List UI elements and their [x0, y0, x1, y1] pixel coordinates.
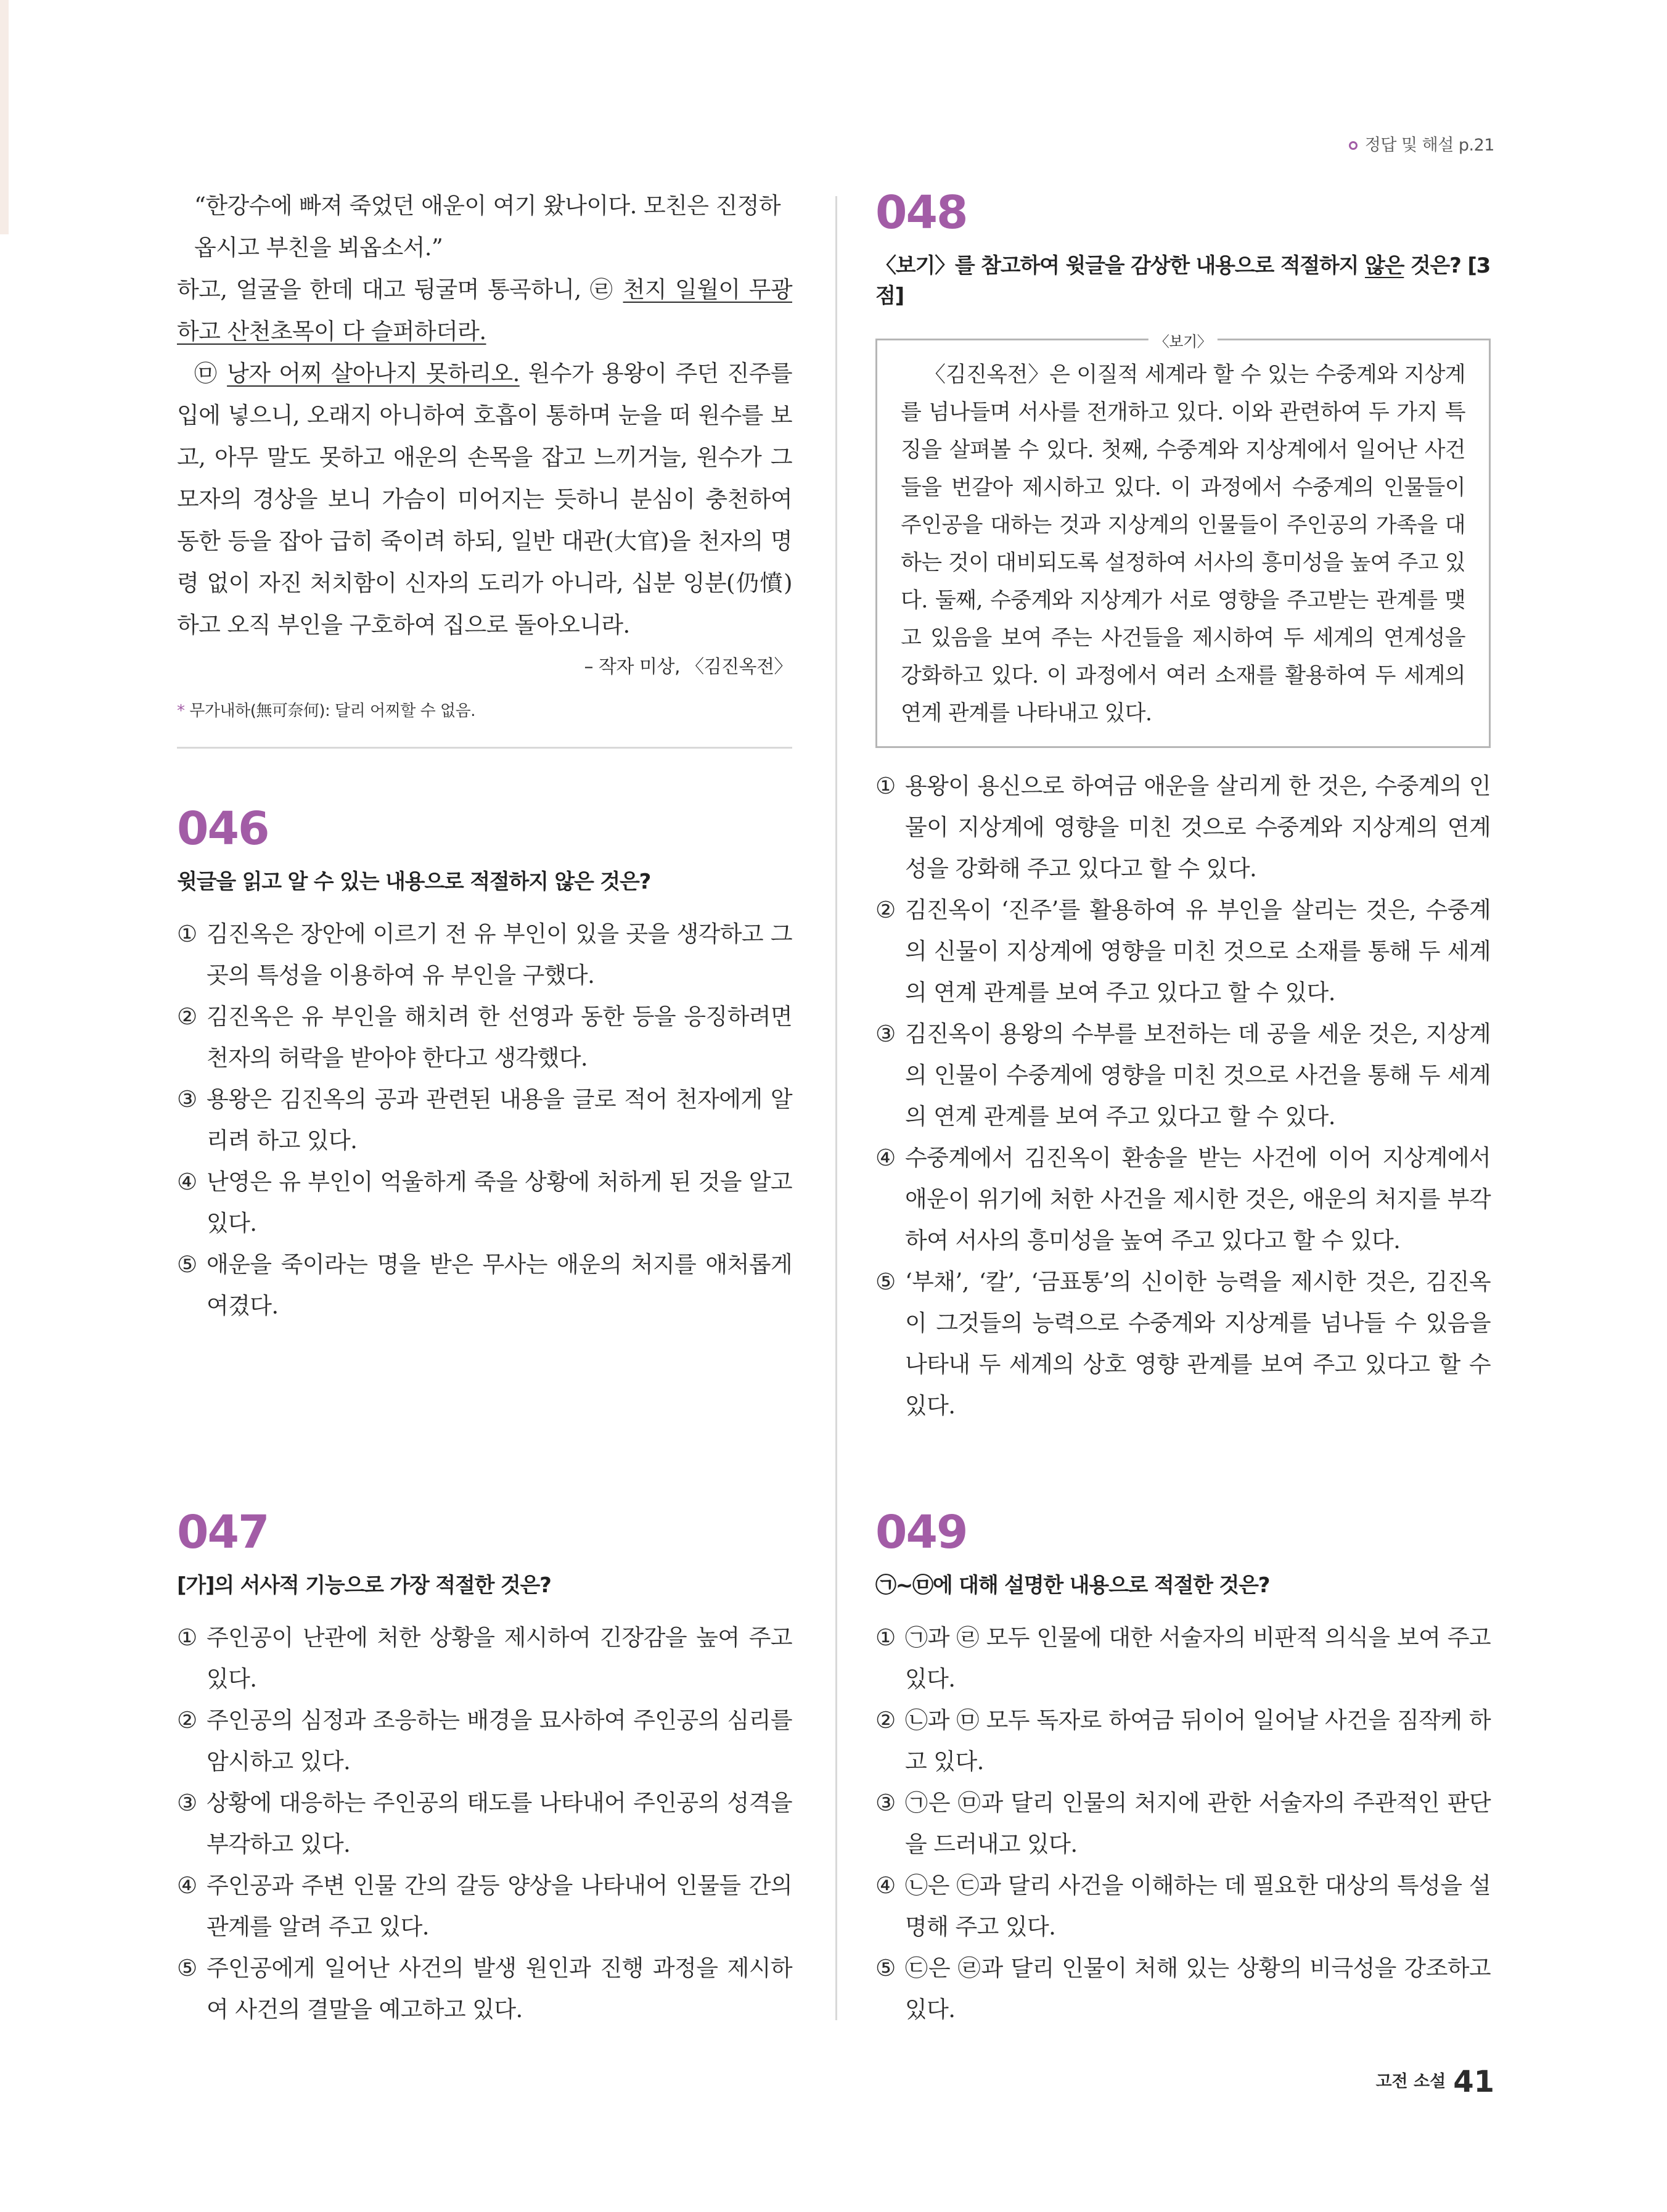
option-list	[875, 765, 1491, 1426]
option-text: 김진옥은 장안에 이르기 전 유 부인이 있을 곳을 생각하고 그 곳의 특성을 이용하여 유 부인을 구했다.	[207, 921, 792, 989]
circle-bullet-icon	[1349, 141, 1358, 150]
underlined-passage-text: 낭자 어찌 살아나지 못하리오.	[227, 360, 520, 387]
option-item[interactable]	[177, 1700, 792, 1782]
option-number: ④	[875, 1872, 896, 1899]
option-text: 용왕이 용신으로 하여금 애운을 살리게 한 것은, 수중계의 인물이 지상계에 영향을 미친 것으로 수중계와 지상계의 연계성을 강화해 주고 있다고 할 수 있다.	[905, 773, 1491, 882]
section-name: 고전 소설	[1375, 2072, 1446, 2091]
answer-reference	[1349, 131, 1494, 155]
reference-box-text: 〈김진옥전〉은 이질적 세계라 할 수 있는 수중계와 지상계를 넘나들며 서사를 전개하고 있다. 이와 관련하여 두 가지 특징을 살펴볼 수 있다. 첫째, 수중계와 지상계에서 일어난 사건들을 번갈아 제시하고 있다. 이 과정에서 수중계의 인물들이 주인공을 대하는 것과 지상계의 인물들이 주인공의 가족을 대하는 것이 대비되도록 설정하여 서사의 흥미성을 높여 주고 있다. 둘째, 수중계와 지상계가 서로 영향을 주고받는 관계를 맺고 있음을 보여 주는 사건들을 제시하여 두 세계의 연계성을 강화하고 있다. 이 과정에서 여러 소재를 활용하여 두 세계의 연계 관계를 나타내고 있다.	[901, 363, 1465, 726]
question-048	[875, 188, 1491, 1426]
option-item[interactable]	[875, 1137, 1491, 1261]
option-text: ㉠은 ㉤과 달리 인물의 처지에 관한 서술자의 주관적인 판단을 드러내고 있다.	[905, 1790, 1491, 1857]
underlined-passage-text: 천지 일월이 무광하고 산천초목이 다 슬퍼하더라.	[177, 276, 792, 345]
footnote-star: *	[177, 702, 185, 720]
section-separator	[177, 747, 792, 749]
answer-reference-text: 정답 및 해설 p.21	[1364, 136, 1494, 155]
option-text: 용왕은 김진옥의 공과 관련된 내용을 글로 적어 천자에게 알리려 하고 있다.	[207, 1086, 792, 1154]
question-number: 048	[875, 186, 967, 239]
question-title	[875, 249, 1491, 309]
option-text: 주인공의 심정과 조응하는 배경을 묘사하여 주인공의 심리를 암시하고 있다.	[207, 1707, 792, 1775]
option-text: 주인공과 주변 인물 간의 갈등 양상을 나타내어 인물들 간의 관계를 알려 주고 있다.	[207, 1872, 792, 1940]
option-number: ②	[177, 1707, 197, 1733]
option-text: 김진옥은 유 부인을 해치려 한 선영과 동한 등을 응징하려면 천자의 허락을 받아야 한다고 생각했다.	[207, 1003, 792, 1071]
option-item[interactable]	[875, 1782, 1491, 1865]
option-item[interactable]	[177, 1865, 792, 1947]
option-text: 상황에 대응하는 주인공의 태도를 나타내어 주인공의 성격을 부각하고 있다.	[207, 1790, 792, 1857]
option-number: ②	[875, 1707, 896, 1733]
option-item[interactable]	[875, 765, 1491, 889]
option-text: ‘부채’, ‘칼’, ‘금표통’의 신이한 능력을 제시한 것은, 김진옥이 그것들의 능력으로 수중계와 지상계를 넘나들 수 있음을 나타내 두 세계의 상호 영향 관계를 보여 주고 있다고 할 수 있다.	[905, 1268, 1491, 1419]
passage-text: 하고, 얼굴을 한데 대고 뒹굴며 통곡하니, ㉣	[177, 276, 623, 303]
passage-paragraph	[177, 353, 792, 646]
option-number: ③	[875, 1790, 896, 1816]
option-list	[177, 1617, 792, 2030]
option-item[interactable]	[875, 1947, 1491, 2030]
question-title-text: 것은? [3점]	[875, 253, 1491, 308]
option-text: 주인공에게 일어난 사건의 발생 원인과 진행 과정을 제시하여 사건의 결말을 예고하고 있다.	[207, 1955, 792, 2023]
question-title: ㉠~㉤에 대해 설명한 내용으로 적절한 것은?	[875, 1573, 1270, 1598]
option-text: 주인공이 난관에 처한 상황을 제시하여 긴장감을 높여 주고 있다.	[207, 1624, 792, 1692]
option-list	[177, 913, 792, 1326]
question-049	[875, 1508, 1491, 2030]
footnote	[177, 698, 792, 721]
option-number: ③	[177, 1086, 197, 1112]
left-column	[177, 185, 792, 1326]
footnote-text: 무가내하(無可奈何): 달리 어찌할 수 없음.	[184, 702, 476, 720]
option-number: ⑤	[177, 1955, 197, 1981]
option-number: ②	[177, 1003, 197, 1030]
option-item[interactable]	[875, 1013, 1491, 1137]
option-text: ㉡은 ㉢과 달리 사건을 이해하는 데 필요한 대상의 특성을 설명해 주고 있다.	[905, 1872, 1491, 1940]
option-text: ㉡과 ㉤ 모두 독자로 하여금 뒤이어 일어날 사건을 짐작케 하고 있다.	[905, 1707, 1491, 1775]
option-item[interactable]	[875, 889, 1491, 1013]
option-text: 김진옥이 용왕의 수부를 보전하는 데 공을 세운 것은, 지상계의 인물이 수중계에 영향을 미친 것으로 사건을 통해 두 세계의 연계 관계를 보여 주고 있다고 할 수 있다.	[905, 1021, 1491, 1130]
option-number: ④	[177, 1169, 197, 1195]
reference-box-label: 〈보기〉	[1149, 329, 1218, 351]
passage-source: – 작자 미상, 〈김진옥전〉	[584, 656, 792, 678]
option-text: 김진옥이 ‘진주’를 활용하여 유 부인을 살리는 것은, 수중계의 신물이 지상계에 영향을 미친 것으로 소재를 통해 두 세계의 연계 관계를 보여 주고 있다고 할 수 있다.	[905, 897, 1491, 1006]
option-item[interactable]	[875, 1865, 1491, 1947]
page-edge-strip	[0, 0, 9, 234]
question-title-text: 〈보기〉를 참고하여 윗글을 감상한 내용으로 적절하지	[875, 253, 1365, 278]
passage-marker: ㉤	[194, 360, 227, 387]
option-number: ⑤	[875, 1268, 896, 1295]
question-046	[177, 804, 792, 1326]
page-number: 41	[1453, 2065, 1494, 2099]
question-title: 윗글을 읽고 알 수 있는 내용으로 적절하지 않은 것은?	[177, 870, 651, 894]
question-047	[177, 1508, 792, 2030]
question-title-emphasis: 않은	[1364, 253, 1404, 278]
option-number: ⑤	[177, 1251, 197, 1278]
reference-box	[875, 333, 1491, 748]
option-number: ②	[875, 897, 896, 923]
option-item[interactable]	[177, 1079, 792, 1161]
passage	[177, 185, 792, 749]
option-number: ⑤	[875, 1955, 896, 1981]
option-item[interactable]	[177, 913, 792, 996]
option-text: 애운을 죽이라는 명을 받은 무사는 애운의 처지를 애처롭게 여겼다.	[207, 1251, 792, 1319]
option-text: 난영은 유 부인이 억울하게 죽을 상황에 처하게 된 것을 알고 있다.	[207, 1169, 792, 1236]
option-number: ④	[875, 1145, 896, 1171]
passage-quote-line: 옵시고 부친을 뵈옵소서.”	[194, 234, 443, 261]
option-item[interactable]	[177, 1947, 792, 2030]
option-number: ④	[177, 1872, 197, 1899]
column-divider	[835, 196, 837, 2020]
option-text: 수중계에서 김진옥이 환송을 받는 사건에 이어 지상계에서 애운이 위기에 처한 사건을 제시한 것은, 애운의 처지를 부각하여 서사의 흥미성을 높여 주고 있다고 할 수 있다.	[905, 1145, 1491, 1254]
option-number: ①	[177, 1624, 197, 1651]
option-item[interactable]	[177, 996, 792, 1079]
passage-text: 원수가 용왕이 주던 진주를 입에 넣으니, 오래지 아니하여 호흡이 통하며 눈을 떠 원수를 보고, 아무 말도 못하고 애운의 손목을 잡고 느끼거늘, 원수가 그 모자의 경상을 보니 가슴이 미어지는 듯하니 분심이 충천하여 동한 등을 잡아 급히 죽이려 하되, 일반 대관(大官)을 천자의 명령 없이 자진 처치함이 신자의 도리가 아니라, 십분 잉분(仍憤)하고 오직 부인을 구호하여 집으로 돌아오니라.	[177, 360, 792, 638]
option-list	[875, 1617, 1491, 2030]
option-number: ①	[875, 1624, 896, 1651]
option-number: ③	[875, 1021, 896, 1047]
question-number: 046	[177, 802, 269, 855]
option-item[interactable]	[177, 1244, 792, 1326]
option-text: ㉢은 ㉣과 달리 인물이 처해 있는 상황의 비극성을 강조하고 있다.	[905, 1955, 1491, 2023]
option-item[interactable]	[875, 1261, 1491, 1426]
option-item[interactable]	[875, 1700, 1491, 1782]
option-item[interactable]	[875, 1617, 1491, 1700]
question-title: [가]의 서사적 기능으로 가장 적절한 것은?	[177, 1573, 551, 1598]
question-number: 049	[875, 1506, 967, 1559]
option-text: ㉠과 ㉣ 모두 인물에 대한 서술자의 비판적 의식을 보여 주고 있다.	[905, 1624, 1491, 1692]
option-number: ①	[177, 921, 197, 947]
page-footer	[1375, 2065, 1494, 2099]
question-number: 047	[177, 1506, 269, 1559]
option-item[interactable]	[177, 1161, 792, 1244]
passage-paragraph	[177, 269, 792, 353]
passage-quote-line: “한강수에 빠져 죽었던 애운이 여기 왔나이다. 모친은 진정하	[194, 192, 781, 219]
option-number: ①	[875, 773, 896, 799]
option-item[interactable]	[177, 1617, 792, 1700]
option-number: ③	[177, 1790, 197, 1816]
option-item[interactable]	[177, 1782, 792, 1865]
